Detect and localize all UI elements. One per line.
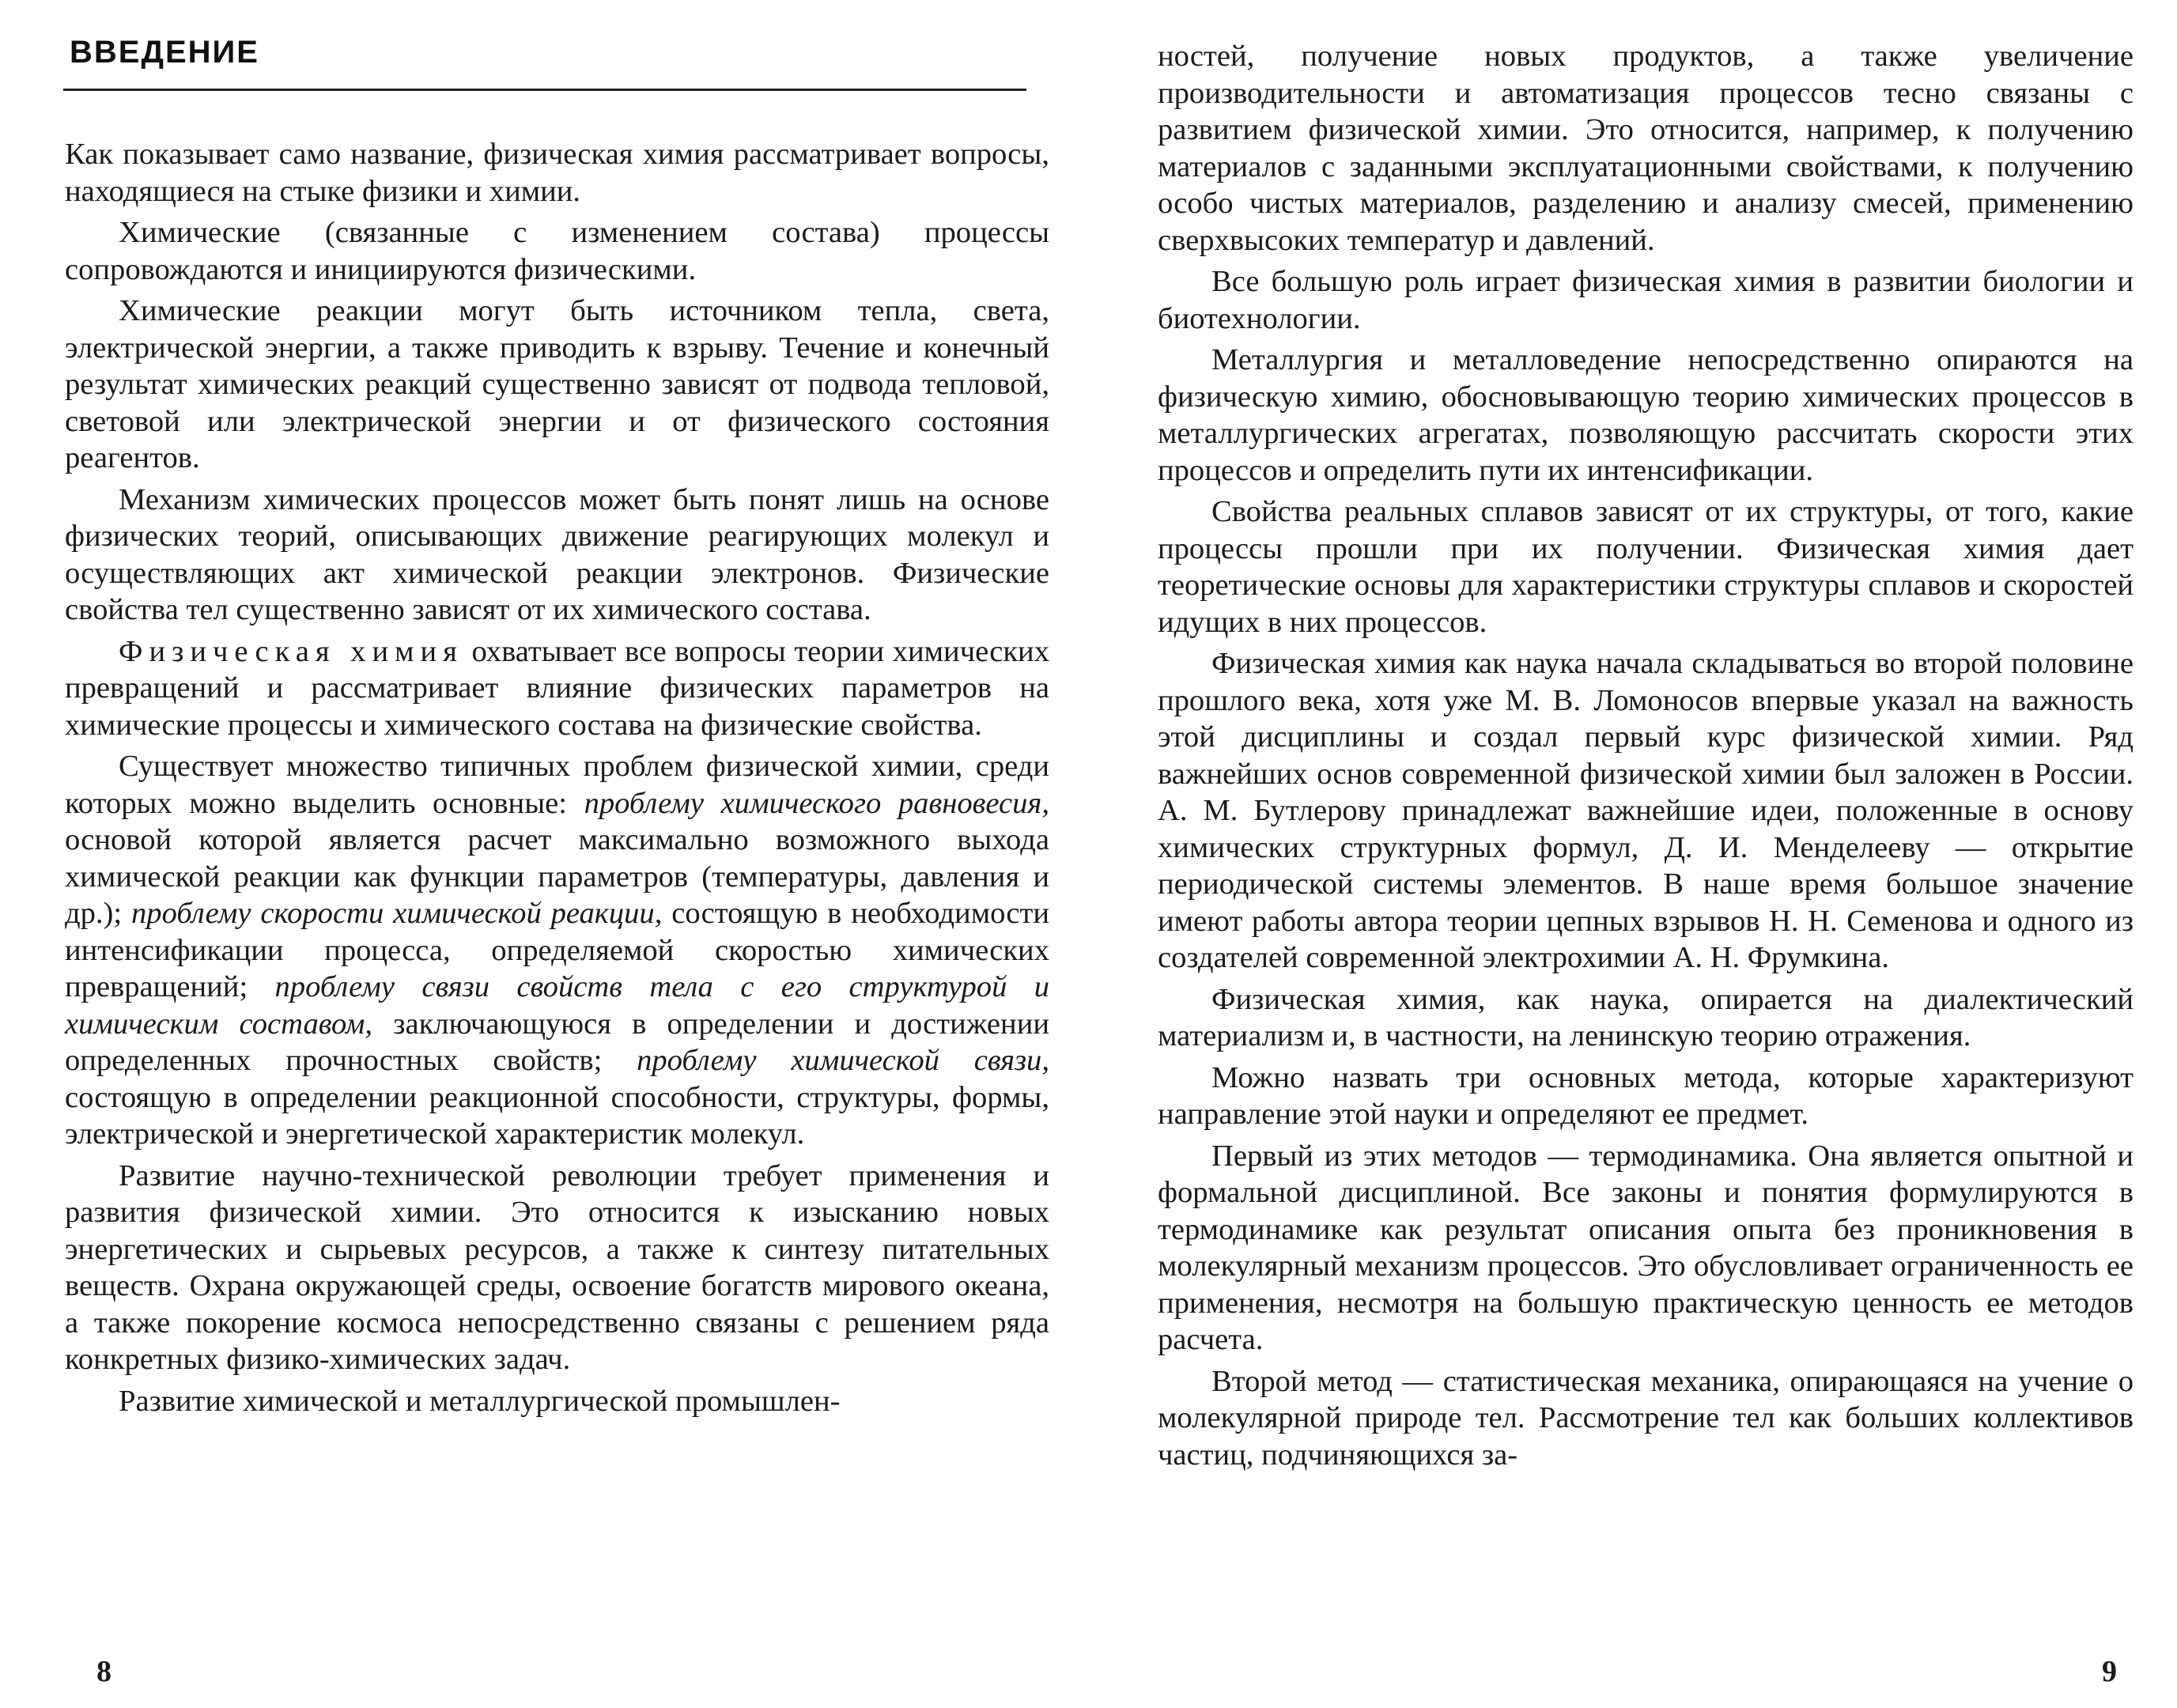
paragraph: Металлургия и металловедение непосредственно опираются на физическую химию, обосновывающую теорию химических процессов в металлургических агрегатах, позволяющую рассчитать скорости этих процессов и определить пути их интенсификации.	[1158, 343, 2134, 487]
paragraph-text: Существует множество типичных проблем физической химии, среди которых можно выделить основные:	[65, 750, 1049, 820]
paragraph: ностей, получение новых продуктов, а также увеличение производительности и автоматизация процессов тесно связаны с развитием физической химии. Это относится, например, к получению материалов с заданными эксплуатационными свойствами, к получению особо чистых материалов, разделению и анализу смесей, применению сверхвысоких температур и давлений.	[1158, 40, 2134, 257]
italic-term: проблему химической связи,	[637, 1044, 1049, 1077]
paragraph: Второй метод — статистическая механика, опирающаяся на учение о молекулярной природе тел. Рассмотрение тел как больших коллективов частиц, подчиняющихся за-	[1158, 1364, 2134, 1472]
paragraph-text: основой которой является расчет максимально возможного выхода химической реакции как функции параметров (температуры, давления и др.);	[65, 823, 1049, 930]
right-page-text	[1158, 38, 2134, 1478]
right-page	[1088, 0, 2177, 1708]
paragraph-text: состоящую в необходимости интенсификации процесса, определяемой скоростью химических превращений;	[65, 897, 1049, 1003]
paragraph-text: заключающуюся в определении и достижении определенных прочностных свойств;	[65, 1007, 1049, 1077]
paragraph	[65, 748, 1049, 1153]
italic-term: проблему скорости химической реакции,	[131, 897, 663, 930]
paragraph: Можно назвать три основных метода, которые характеризуют направление этой науки и определяют ее предмет.	[1158, 1060, 2134, 1131]
paragraph: Развитие научно-технической революции требует применения и развития физической химии. Это относится к изысканию новых энергетических и сырьевых ресурсов, а также к синтезу питательных веществ. Охрана окружающей среды, освоение богатств мирового океана, а также покорение космоса непосредственно связаны с решением ряда конкретных физико-химических задач.	[65, 1158, 1049, 1376]
heading-rule	[63, 89, 1026, 91]
left-page-text	[65, 136, 1049, 1424]
paragraph: Химические реакции могут быть источником тепла, света, электрической энергии, а также приводить к взрыву. Течение и конечный результат химических реакций существенно зависят от подвода тепловой, световой или электрической энергии и от физического состояния реагентов.	[65, 294, 1049, 474]
paragraph: Механизм химических процессов может быть понят лишь на основе физических теорий, описывающих движение реагирующих молекул и осуществляющих акт химической реакции электронов. Физические свойства тел существенно зависят от их химического состава.	[65, 482, 1049, 626]
paragraph: Свойства реальных сплавов зависят от их структуры, от того, какие процессы прошли при их получении. Физическая химия дает теоретические основы для характеристики структуры сплавов и скоростей идущих в них процессов.	[1158, 495, 2134, 639]
italic-term: проблему связи свойств тела с его структурой и химическим составом,	[65, 970, 1049, 1041]
page-number: 9	[2102, 1655, 2117, 1688]
paragraph: Развитие химической и металлургической промышлен-	[119, 1384, 841, 1418]
italic-term: проблему химического равновесия,	[584, 786, 1049, 820]
paragraph-text: охватывает все вопросы теории химических превращений и рассматривает влияние физических параметров на химические процессы и химического состава на физические свойства.	[65, 634, 1049, 742]
paragraph: Все большую роль играет физическая химия в развитии биологии и биотехнологии.	[1158, 265, 2134, 335]
chapter-heading: ВВЕДЕНИЕ	[70, 35, 259, 70]
left-page	[0, 0, 1088, 1708]
page-number: 8	[96, 1655, 111, 1688]
paragraph: Как показывает само название, физическая химия рассматривает вопросы, находящиеся на стыке физики и химии.	[65, 138, 1049, 208]
spaced-term: Физическая химия	[119, 634, 463, 668]
paragraph	[65, 633, 1049, 744]
paragraph: Физическая химия, как наука, опирается на диалектический материализм и, в частности, на ленинскую теорию отражения.	[1158, 982, 2134, 1052]
paragraph: Физическая химия как наука начала складываться во второй половине прошлого века, хотя уже М. В. Ломоносов впервые указал на важность этой дисциплины и создал первый курс физической химии. Ряд важнейших основ современной физической химии был заложен в России. А. М. Бутлерову принадлежат важнейшие идеи, положенные в основу химических структурных формул, Д. И. Менделееву — открытие периодической системы элементов. В наше время большое значение имеют работы автора теории цепных взрывов Н. Н. Семенова и одного из создателей современной электрохимии А. Н. Фрумкина.	[1158, 647, 2134, 974]
paragraph-text: состоящую в определении реакционной способности, структуры, формы, электрической и энергетической характеристик молекул.	[65, 1080, 1049, 1151]
paragraph: Химические (связанные с изменением состава) процессы сопровождаются и инициируются физическими.	[65, 216, 1049, 286]
paragraph: Первый из этих методов — термодинамика. Она является опытной и формальной дисциплиной. Все законы и понятия формулируются в термодинамике как результат описания опыта без проникновения в молекулярный механизм процессов. Это обусловливает ограниченность ее применения, несмотря на большую практическую ценность ее методов расчета.	[1158, 1139, 2134, 1356]
